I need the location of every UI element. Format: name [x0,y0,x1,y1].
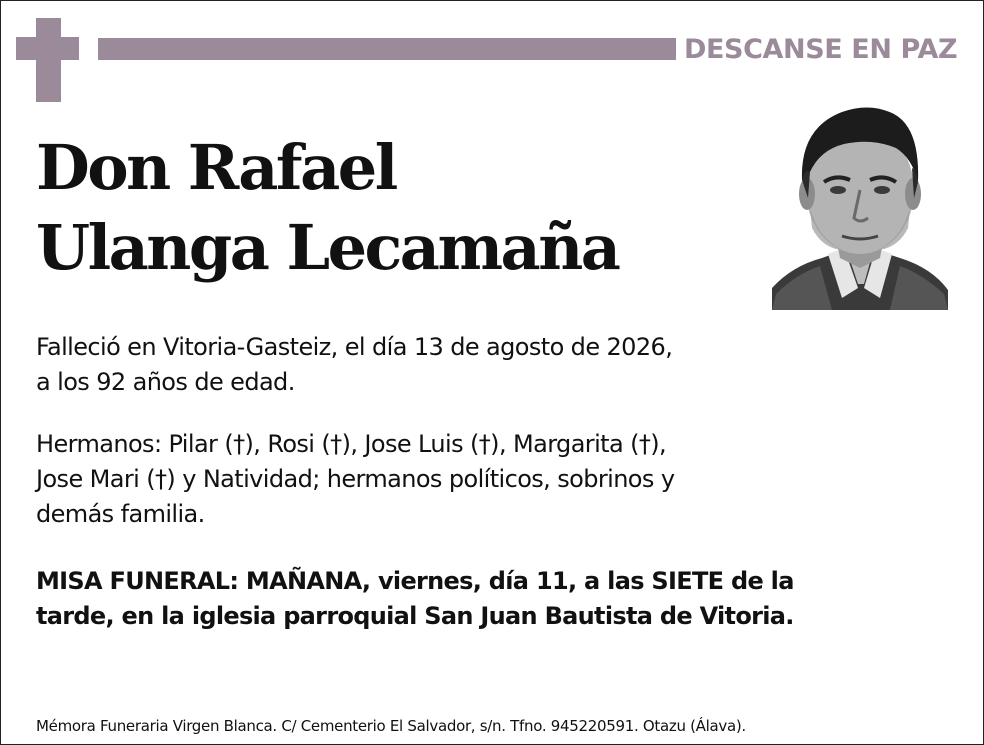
mass-line-2: tarde, en la iglesia parroquial San Juan Bautista de Vitoria. [36,602,794,630]
family-paragraph [36,427,916,532]
name-line-1: Don Rafael [36,131,396,204]
funeral-mass-paragraph [36,564,916,634]
portrait-photo [772,98,948,310]
family-line-2: Jose Mari (†) y Natividad; hermanos políticos, sobrinos y [36,465,675,493]
funeral-home-footer: Mémora Funeraria Virgen Blanca. C/ Cementerio El Salvador, s/n. Tfno. 945220591. Otazu (Álava). [36,717,746,735]
header-label: DESCANSE EN PAZ [684,34,958,65]
cross-horizontal-bar [16,37,79,60]
death-notice-paragraph [36,330,916,400]
deceased-name [36,128,756,288]
death-line-1: Falleció en Vitoria-Gasteiz, el día 13 de agosto de 2026, [36,333,673,361]
name-line-2: Ulanga Lecamaña [36,211,619,284]
cross-vertical-bar [36,18,61,102]
mass-line-1: MISA FUNERAL: MAÑANA, viernes, día 11, a las SIETE de la [36,567,794,595]
family-line-1: Hermanos: Pilar (†), Rosi (†), Jose Luis (†), Margarita (†), [36,430,667,458]
family-line-3: demás familia. [36,500,205,528]
death-line-2: a los 92 años de edad. [36,368,295,396]
header-rule [98,38,676,60]
